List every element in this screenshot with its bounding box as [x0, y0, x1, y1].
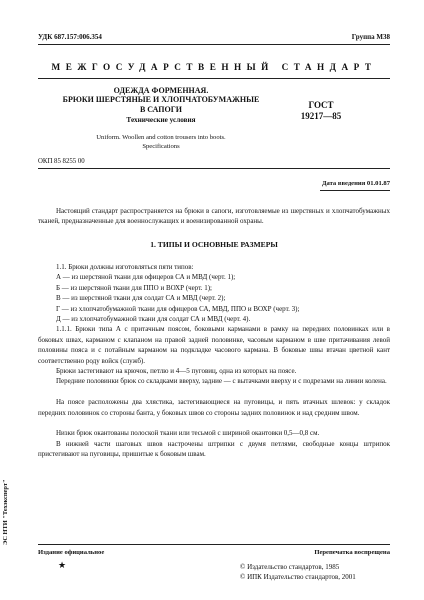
- gost-number: 19217—85: [300, 111, 342, 121]
- bottom-edge-paragraph: Низки брюк окантованы полоской ткани или тесьмой с шириной окантовки 0,5—0,8 см.: [56, 429, 320, 438]
- effective-date-value: 01.01.87: [366, 180, 390, 187]
- date-underline: [320, 190, 390, 191]
- type-item: А — из шерстяной ткани для офицеров СА и МВД (черт. 1);: [56, 273, 236, 282]
- official-edition-label: Издание официальное: [38, 549, 105, 556]
- gost-designation: [286, 100, 356, 122]
- banner-rule: [38, 78, 390, 79]
- type-item: Д — из хлопчатобумажной ткани для солдат СА и МВД (черт. 4).: [56, 315, 251, 323]
- header-rule: [38, 44, 390, 45]
- section-heading: 1. ТИПЫ И ОСНОВНЫЕ РАЗМЕРЫ: [150, 240, 278, 249]
- front-back-paragraph: Передние половинки брюк со складками вверху, задние — с вытачками вверху и с подрезами на линии колена.: [56, 377, 387, 386]
- type-item: Б — из шерстяной ткани для ППО и ВОХР (черт. 1);: [56, 283, 213, 292]
- clause-1-1: 1.1. Брюки должны изготовляться пяти типов:: [56, 263, 194, 271]
- english-title: [56, 133, 266, 151]
- copyright-line-2: © ИПК Издательство стандартов, 2001: [240, 572, 356, 581]
- effective-date-label: Дата введения: [321, 180, 367, 187]
- english-title-line-2: Specifications: [142, 143, 180, 150]
- inseam-paragraph: В нижней части шаговых швов настрочены штрипки с двумя петлями, свободные концы штрипок пристегивают на пуговицы, пришитые к боковым швам.: [38, 439, 390, 459]
- type-item: В — из шерстяной ткани для солдат СА и МВД (черт. 2);: [56, 294, 226, 303]
- title-line-3: В САПОГИ: [139, 104, 183, 114]
- document-subtitle: Технические условия: [126, 116, 196, 124]
- okp-rule: [38, 168, 390, 169]
- standard-banner: МЕЖГОСУДАРСТВЕННЫЙ СТАНДАРТ: [51, 62, 377, 72]
- okp-code: ОКП 85 8255 00: [38, 158, 85, 165]
- group-code: Группа М38: [351, 33, 390, 41]
- gost-label: ГОСТ: [308, 100, 334, 110]
- document-title: [56, 86, 266, 114]
- type-item: Г — из хлопчатобумажной ткани для офицеров СА, МВД, ППО и ВОХР (черт. 3);: [56, 304, 300, 313]
- fastener-paragraph: Брюки застегивают на крючок, петлю и 4—5 пуговиц, одна из которых на поясе.: [56, 367, 297, 375]
- copyright-line-1: © Издательство стандартов, 1985: [240, 563, 340, 571]
- english-title-line-1: Uniform. Woollen and cotton trousers into boots.: [96, 134, 226, 141]
- title-line-1: ОДЕЖДА ФОРМЕННАЯ.: [113, 86, 209, 95]
- effective-date: [322, 180, 390, 187]
- clause-1-1-1: 1.1.1. Брюки типа А с притачным поясом, боковыми карманами в рамку на передних половинках или в боковых швах, карманом с клапаном на правой задней половинке, часовым карманом в шве притачивания левой половины пояса и с потайным карманом на подкладке часового кармана. В боковые швы втачан цветной кант соответственно роду войск (служб).: [38, 325, 390, 365]
- title-line-2: БРЮКИ ШЕРСТЯНЫЕ И ХЛОПЧАТОБУМАЖНЫЕ: [62, 95, 260, 105]
- belt-paragraph: На поясе расположены два хлястика, застегивающиеся на пуговицы, и пять втачных шлевок: у складок передних половинок со стороны банта, у боковых швов со стороны задних половинок и над средним швом.: [38, 398, 390, 417]
- side-watermark: ЭС НТИ "Техэксперт": [2, 479, 9, 545]
- reprint-prohibited-label: Перепечатка воспрещена: [314, 549, 390, 556]
- star-mark: ★: [58, 560, 67, 570]
- udk-code: УДК 687.157:006.354: [38, 33, 102, 41]
- footer-rule: [38, 544, 390, 545]
- intro-paragraph: Настоящий стандарт распространяется на брюки в сапоги, изготовляемые из шерстяных и хлопчатобумажных тканей, предназначенные для военнослужащих и военизированной охраны.: [38, 207, 390, 226]
- copyright-block: [240, 563, 356, 582]
